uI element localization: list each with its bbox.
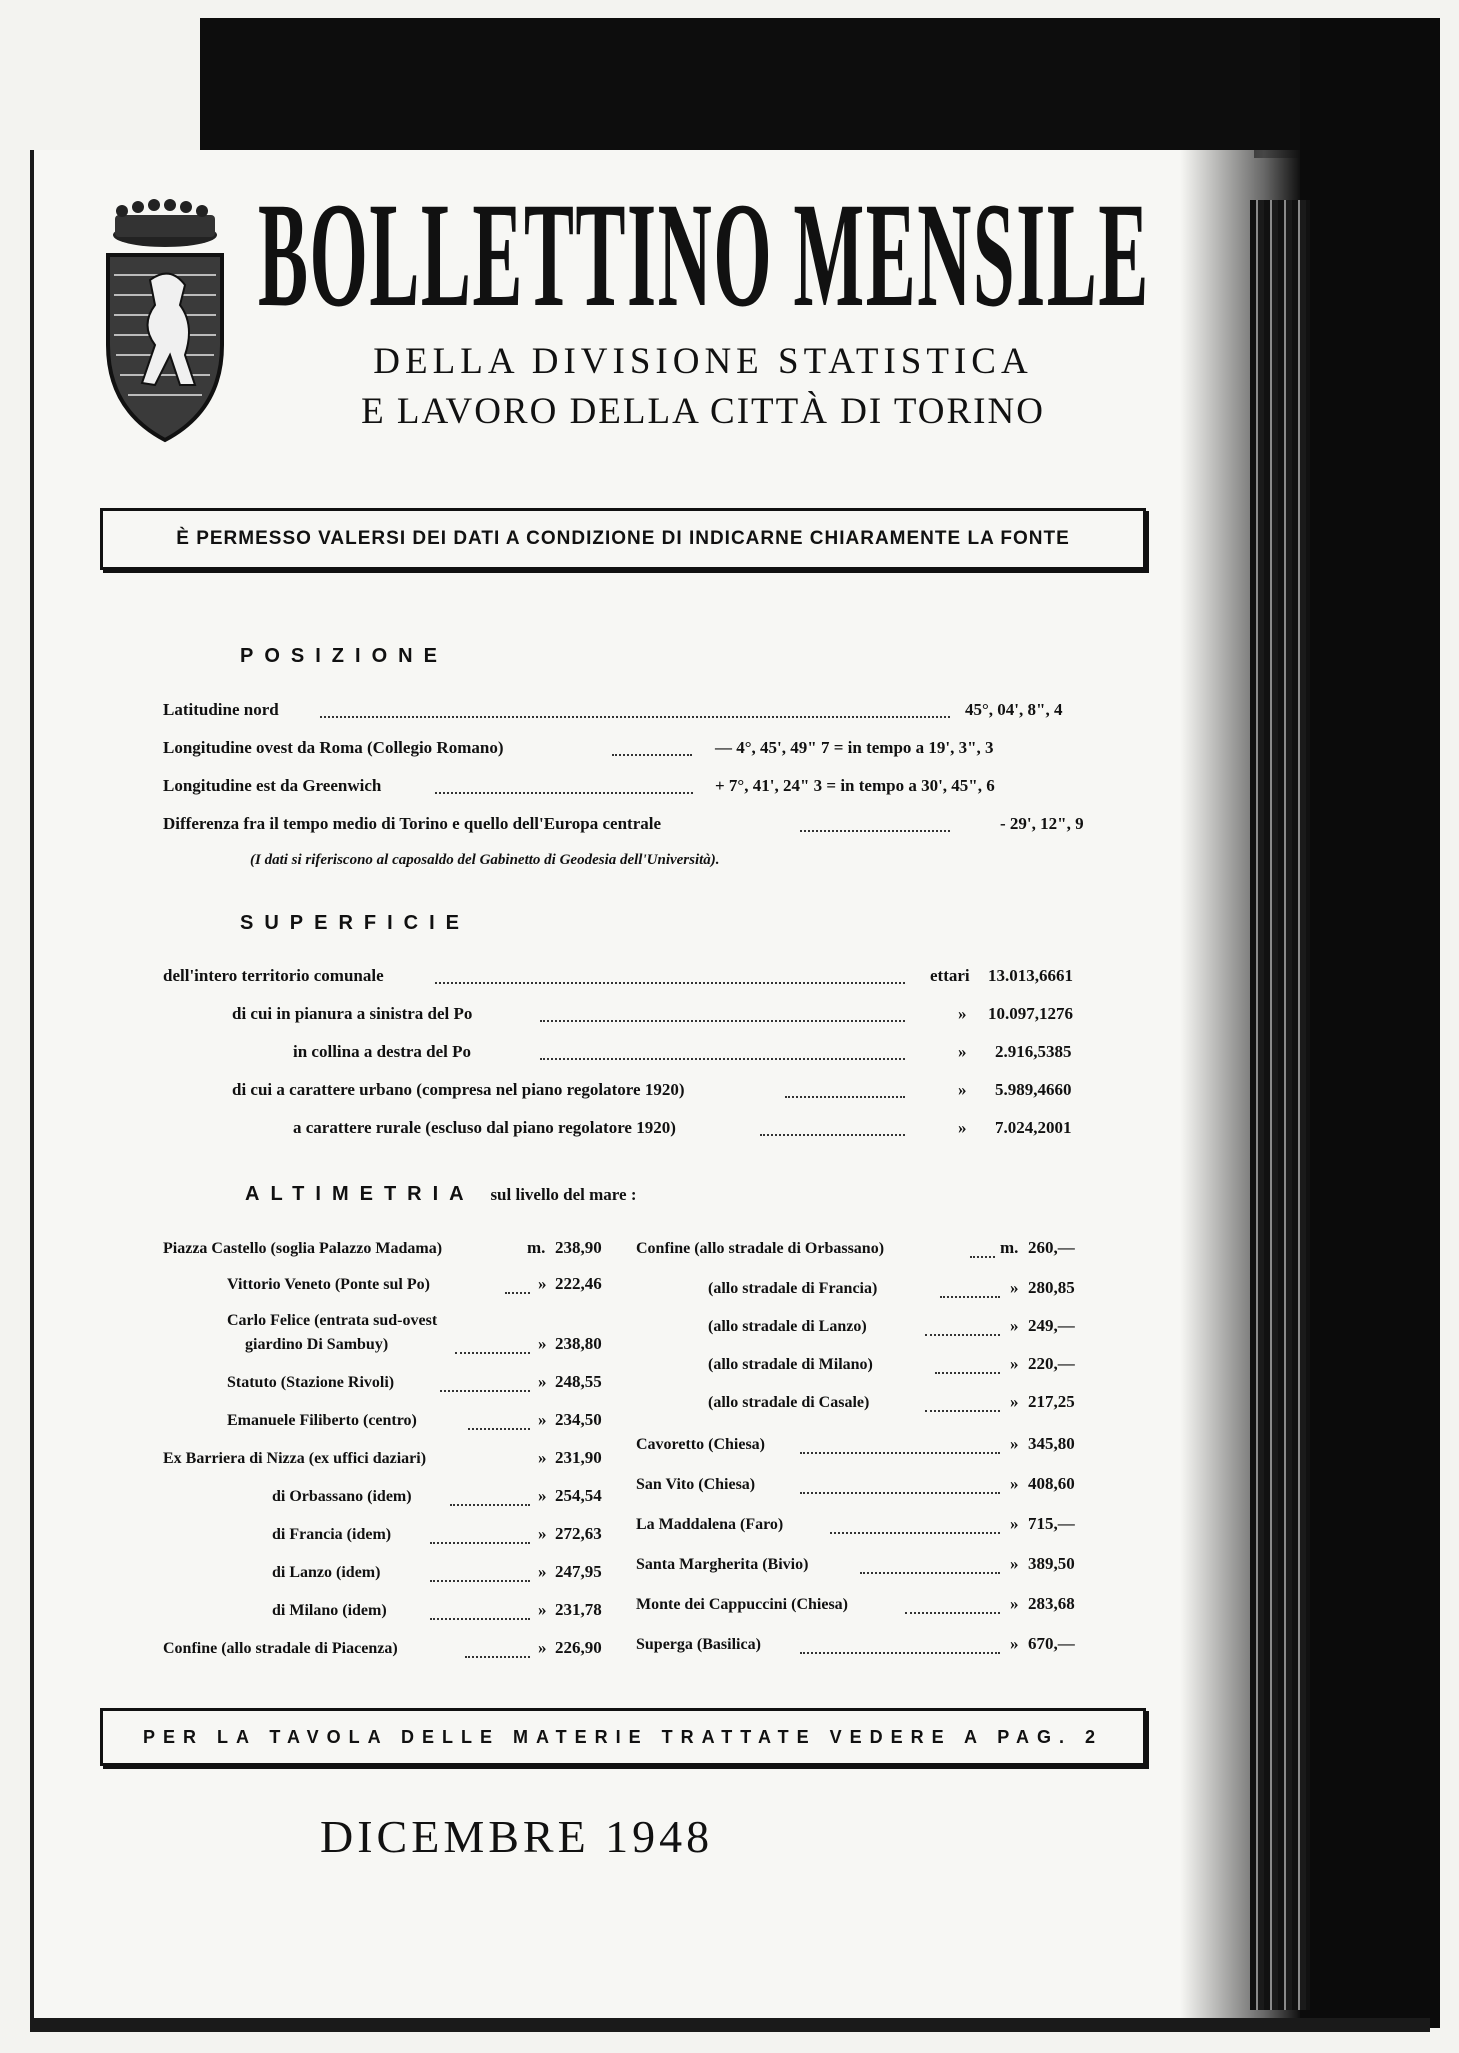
altimetria-left-unit: » bbox=[538, 1524, 547, 1543]
altimetria-left-label: di Milano (idem) bbox=[272, 1602, 387, 1619]
altimetria-left-unit: » bbox=[538, 1562, 547, 1581]
issue-date: DICEMBRE 1948 bbox=[320, 1811, 714, 1862]
leader-dots bbox=[800, 1452, 1000, 1454]
stacked-pages bbox=[1250, 200, 1310, 2010]
altimetria-left-value: 272,63 bbox=[555, 1524, 602, 1543]
posizione-note: (I dati si riferiscono al caposaldo del Gabinetto di Geodesia dell'Università). bbox=[250, 852, 720, 868]
altimetria-right-label: (allo stradale di Lanzo) bbox=[708, 1318, 867, 1335]
posizione-row-value: — 4°, 45', 49" 7 = in tempo a 19', 3", 3 bbox=[715, 738, 994, 757]
masthead-title: BOLLETTINO MENSILE bbox=[258, 172, 1150, 338]
leader-dots bbox=[430, 1542, 530, 1544]
posizione-row-label: Longitudine ovest da Roma (Collegio Romano) bbox=[163, 738, 504, 757]
altimetria-right-unit: » bbox=[1010, 1392, 1019, 1411]
altimetria-left-label: di Orbassano (idem) bbox=[272, 1488, 412, 1505]
scan-border-top bbox=[200, 18, 1430, 158]
altimetria-right-unit: » bbox=[1010, 1278, 1019, 1297]
section-heading-altimetria bbox=[245, 1183, 637, 1206]
leader-dots bbox=[800, 1652, 1000, 1654]
altimetria-left-value: 247,95 bbox=[555, 1562, 602, 1581]
leader-dots bbox=[450, 1504, 530, 1506]
superficie-row-unit: » bbox=[958, 1118, 967, 1137]
altimetria-left-unit: » bbox=[538, 1372, 547, 1391]
superficie-row-label: di cui in pianura a sinistra del Po bbox=[232, 1004, 473, 1023]
altimetria-right-label: Santa Margherita (Bivio) bbox=[636, 1556, 809, 1573]
leader-dots bbox=[465, 1656, 530, 1658]
altimetria-heading-sub: sul livello del mare : bbox=[490, 1185, 637, 1204]
altimetria-left-label: di Lanzo (idem) bbox=[272, 1564, 381, 1581]
altimetria-left-label: Carlo Felice (entrata sud-ovest bbox=[227, 1312, 438, 1329]
source-notice-box: È PERMESSO VALERSI DEI DATI A CONDIZIONE DI INDICARNE CHIARAMENTE LA FONTE bbox=[100, 508, 1146, 570]
altimetria-left-unit: » bbox=[538, 1334, 547, 1353]
leader-dots bbox=[612, 754, 692, 756]
altimetria-right-value: 283,68 bbox=[1028, 1594, 1075, 1613]
leader-dots bbox=[940, 1296, 1000, 1298]
altimetria-left-label: Ex Barriera di Nizza (ex uffici daziari) bbox=[163, 1450, 427, 1467]
leader-dots bbox=[430, 1580, 530, 1582]
leader-dots bbox=[435, 982, 905, 984]
leader-dots bbox=[430, 1618, 530, 1620]
superficie-row-value: 10.097,1276 bbox=[988, 1004, 1073, 1023]
altimetria-right-label: San Vito (Chiesa) bbox=[636, 1476, 756, 1493]
posizione-row-label: Differenza fra il tempo medio di Torino e quello dell'Europa centrale bbox=[163, 814, 662, 833]
superficie-row-value: 2.916,5385 bbox=[995, 1042, 1072, 1061]
altimetria-right-value: 280,85 bbox=[1028, 1278, 1075, 1297]
leader-dots bbox=[800, 830, 950, 832]
leader-dots bbox=[785, 1096, 905, 1098]
altimetria-right-value: 408,60 bbox=[1028, 1474, 1075, 1493]
leader-dots bbox=[935, 1372, 1000, 1374]
altimetria-left-unit: » bbox=[538, 1486, 547, 1505]
superficie-row-label: in collina a destra del Po bbox=[293, 1042, 472, 1061]
altimetria-left-value: 231,78 bbox=[555, 1600, 602, 1619]
leader-dots bbox=[440, 1390, 530, 1392]
leader-dots bbox=[320, 716, 950, 718]
masthead-subtitle-1: DELLA DIVISIONE STATISTICA bbox=[373, 341, 1033, 382]
altimetria-left-unit: » bbox=[538, 1600, 547, 1619]
leader-dots bbox=[455, 1352, 530, 1354]
altimetria-right-value: 389,50 bbox=[1028, 1554, 1075, 1573]
altimetria-right-label: Confine (allo stradale di Orbassano) bbox=[636, 1240, 885, 1257]
altimetria-left-unit: » bbox=[538, 1274, 547, 1293]
altimetria-left-value: 226,90 bbox=[555, 1638, 602, 1657]
altimetria-left-value: 231,90 bbox=[555, 1448, 602, 1467]
posizione-row-label: Longitudine est da Greenwich bbox=[163, 776, 382, 795]
altimetria-right-value: 249,— bbox=[1028, 1316, 1075, 1335]
altimetria-right-unit: » bbox=[1010, 1434, 1019, 1453]
superficie-row-value: 7.024,2001 bbox=[995, 1118, 1072, 1137]
city-crest-icon bbox=[100, 195, 230, 445]
altimetria-left-unit: » bbox=[538, 1410, 547, 1429]
altimetria-left-value: 234,50 bbox=[555, 1410, 602, 1429]
altimetria-right-label: Superga (Basilica) bbox=[636, 1636, 761, 1653]
posizione-row-value: + 7°, 41', 24" 3 = in tempo a 30', 45", 6 bbox=[715, 776, 995, 795]
altimetria-right-value: 345,80 bbox=[1028, 1434, 1075, 1453]
altimetria-left-label-cont: giardino Di Sambuy) bbox=[245, 1336, 389, 1353]
leader-dots bbox=[540, 1058, 905, 1060]
altimetria-right-value: 670,— bbox=[1028, 1634, 1075, 1653]
superficie-row-unit: » bbox=[958, 1042, 967, 1061]
altimetria-right-value: 220,— bbox=[1028, 1354, 1075, 1373]
scan-border-right bbox=[1300, 18, 1440, 2028]
posizione-row-value: - 29', 12", 9 bbox=[1000, 814, 1084, 833]
altimetria-right-unit: » bbox=[1010, 1316, 1019, 1335]
altimetria-left-unit: m. bbox=[527, 1238, 546, 1257]
altimetria-left-label: Piazza Castello (soglia Palazzo Madama) bbox=[163, 1240, 443, 1257]
superficie-row-value: 5.989,4660 bbox=[995, 1080, 1072, 1099]
altimetria-right-unit: m. bbox=[1000, 1238, 1019, 1257]
altimetria-right-value: 217,25 bbox=[1028, 1392, 1075, 1411]
altimetria-right-label: La Maddalena (Faro) bbox=[636, 1516, 784, 1533]
masthead-subtitle-2: E LAVORO DELLA CITTÀ DI TORINO bbox=[361, 391, 1045, 432]
superficie-row-label: a carattere rurale (escluso dal piano regolatore 1920) bbox=[293, 1118, 676, 1137]
leader-dots bbox=[468, 1428, 530, 1430]
superficie-row-unit: ettari bbox=[930, 966, 970, 985]
posizione-row-value: 45°, 04', 8", 4 bbox=[965, 700, 1063, 719]
superficie-row-unit: » bbox=[958, 1080, 967, 1099]
altimetria-right-label: Monte dei Cappuccini (Chiesa) bbox=[636, 1596, 848, 1613]
leader-dots bbox=[830, 1532, 1000, 1534]
leader-dots bbox=[970, 1256, 995, 1258]
altimetria-right-value: 260,— bbox=[1028, 1238, 1075, 1257]
altimetria-left-unit: » bbox=[538, 1448, 547, 1467]
section-heading-superficie: SUPERFICIE bbox=[240, 912, 471, 934]
leader-dots bbox=[905, 1612, 1000, 1614]
superficie-row-label: di cui a carattere urbano (compresa nel piano regolatore 1920) bbox=[232, 1080, 685, 1099]
superficie-row-unit: » bbox=[958, 1004, 967, 1023]
altimetria-right-label: (allo stradale di Milano) bbox=[708, 1356, 873, 1373]
superficie-row-value: 13.013,6661 bbox=[988, 966, 1073, 985]
leader-dots bbox=[800, 1492, 1000, 1494]
altimetria-right-unit: » bbox=[1010, 1634, 1019, 1653]
leader-dots bbox=[925, 1334, 1000, 1336]
altimetria-right-unit: » bbox=[1010, 1594, 1019, 1613]
scan-border-bottom bbox=[30, 2018, 1430, 2032]
altimetria-left-label: Emanuele Filiberto (centro) bbox=[227, 1412, 417, 1429]
altimetria-heading: ALTIMETRIA bbox=[245, 1183, 474, 1205]
altimetria-left-label: Statuto (Stazione Rivoli) bbox=[227, 1374, 395, 1391]
table-of-contents-notice-box: PER LA TAVOLA DELLE MATERIE TRATTATE VEDERE A PAG. 2 bbox=[100, 1708, 1146, 1766]
altimetria-right-unit: » bbox=[1010, 1354, 1019, 1373]
altimetria-right-label: (allo stradale di Casale) bbox=[708, 1394, 870, 1411]
altimetria-left-label: di Francia (idem) bbox=[272, 1526, 392, 1543]
superficie-row-label: dell'intero territorio comunale bbox=[163, 966, 384, 985]
leader-dots bbox=[860, 1572, 1000, 1574]
section-heading-posizione: POSIZIONE bbox=[240, 645, 448, 667]
leader-dots bbox=[435, 792, 693, 794]
leader-dots bbox=[760, 1134, 905, 1136]
leader-dots bbox=[505, 1292, 530, 1294]
altimetria-left-value: 248,55 bbox=[555, 1372, 602, 1391]
altimetria-right-label: (allo stradale di Francia) bbox=[708, 1280, 878, 1297]
altimetria-left-value: 222,46 bbox=[555, 1274, 602, 1293]
posizione-row-label: Latitudine nord bbox=[163, 700, 279, 719]
altimetria-left-value: 254,54 bbox=[555, 1486, 602, 1505]
altimetria-right-unit: » bbox=[1010, 1554, 1019, 1573]
altimetria-left-value: 238,80 bbox=[555, 1334, 602, 1353]
altimetria-left-label: Confine (allo stradale di Piacenza) bbox=[163, 1640, 398, 1657]
altimetria-left-value: 238,90 bbox=[555, 1238, 602, 1257]
altimetria-left-label: Vittorio Veneto (Ponte sul Po) bbox=[227, 1276, 430, 1293]
altimetria-right-label: Cavoretto (Chiesa) bbox=[636, 1436, 766, 1453]
leader-dots bbox=[925, 1410, 1000, 1412]
altimetria-right-unit: » bbox=[1010, 1474, 1019, 1493]
altimetria-right-unit: » bbox=[1010, 1514, 1019, 1533]
altimetria-left-unit: » bbox=[538, 1638, 547, 1657]
altimetria-right-value: 715,— bbox=[1028, 1514, 1075, 1533]
leader-dots bbox=[540, 1020, 905, 1022]
